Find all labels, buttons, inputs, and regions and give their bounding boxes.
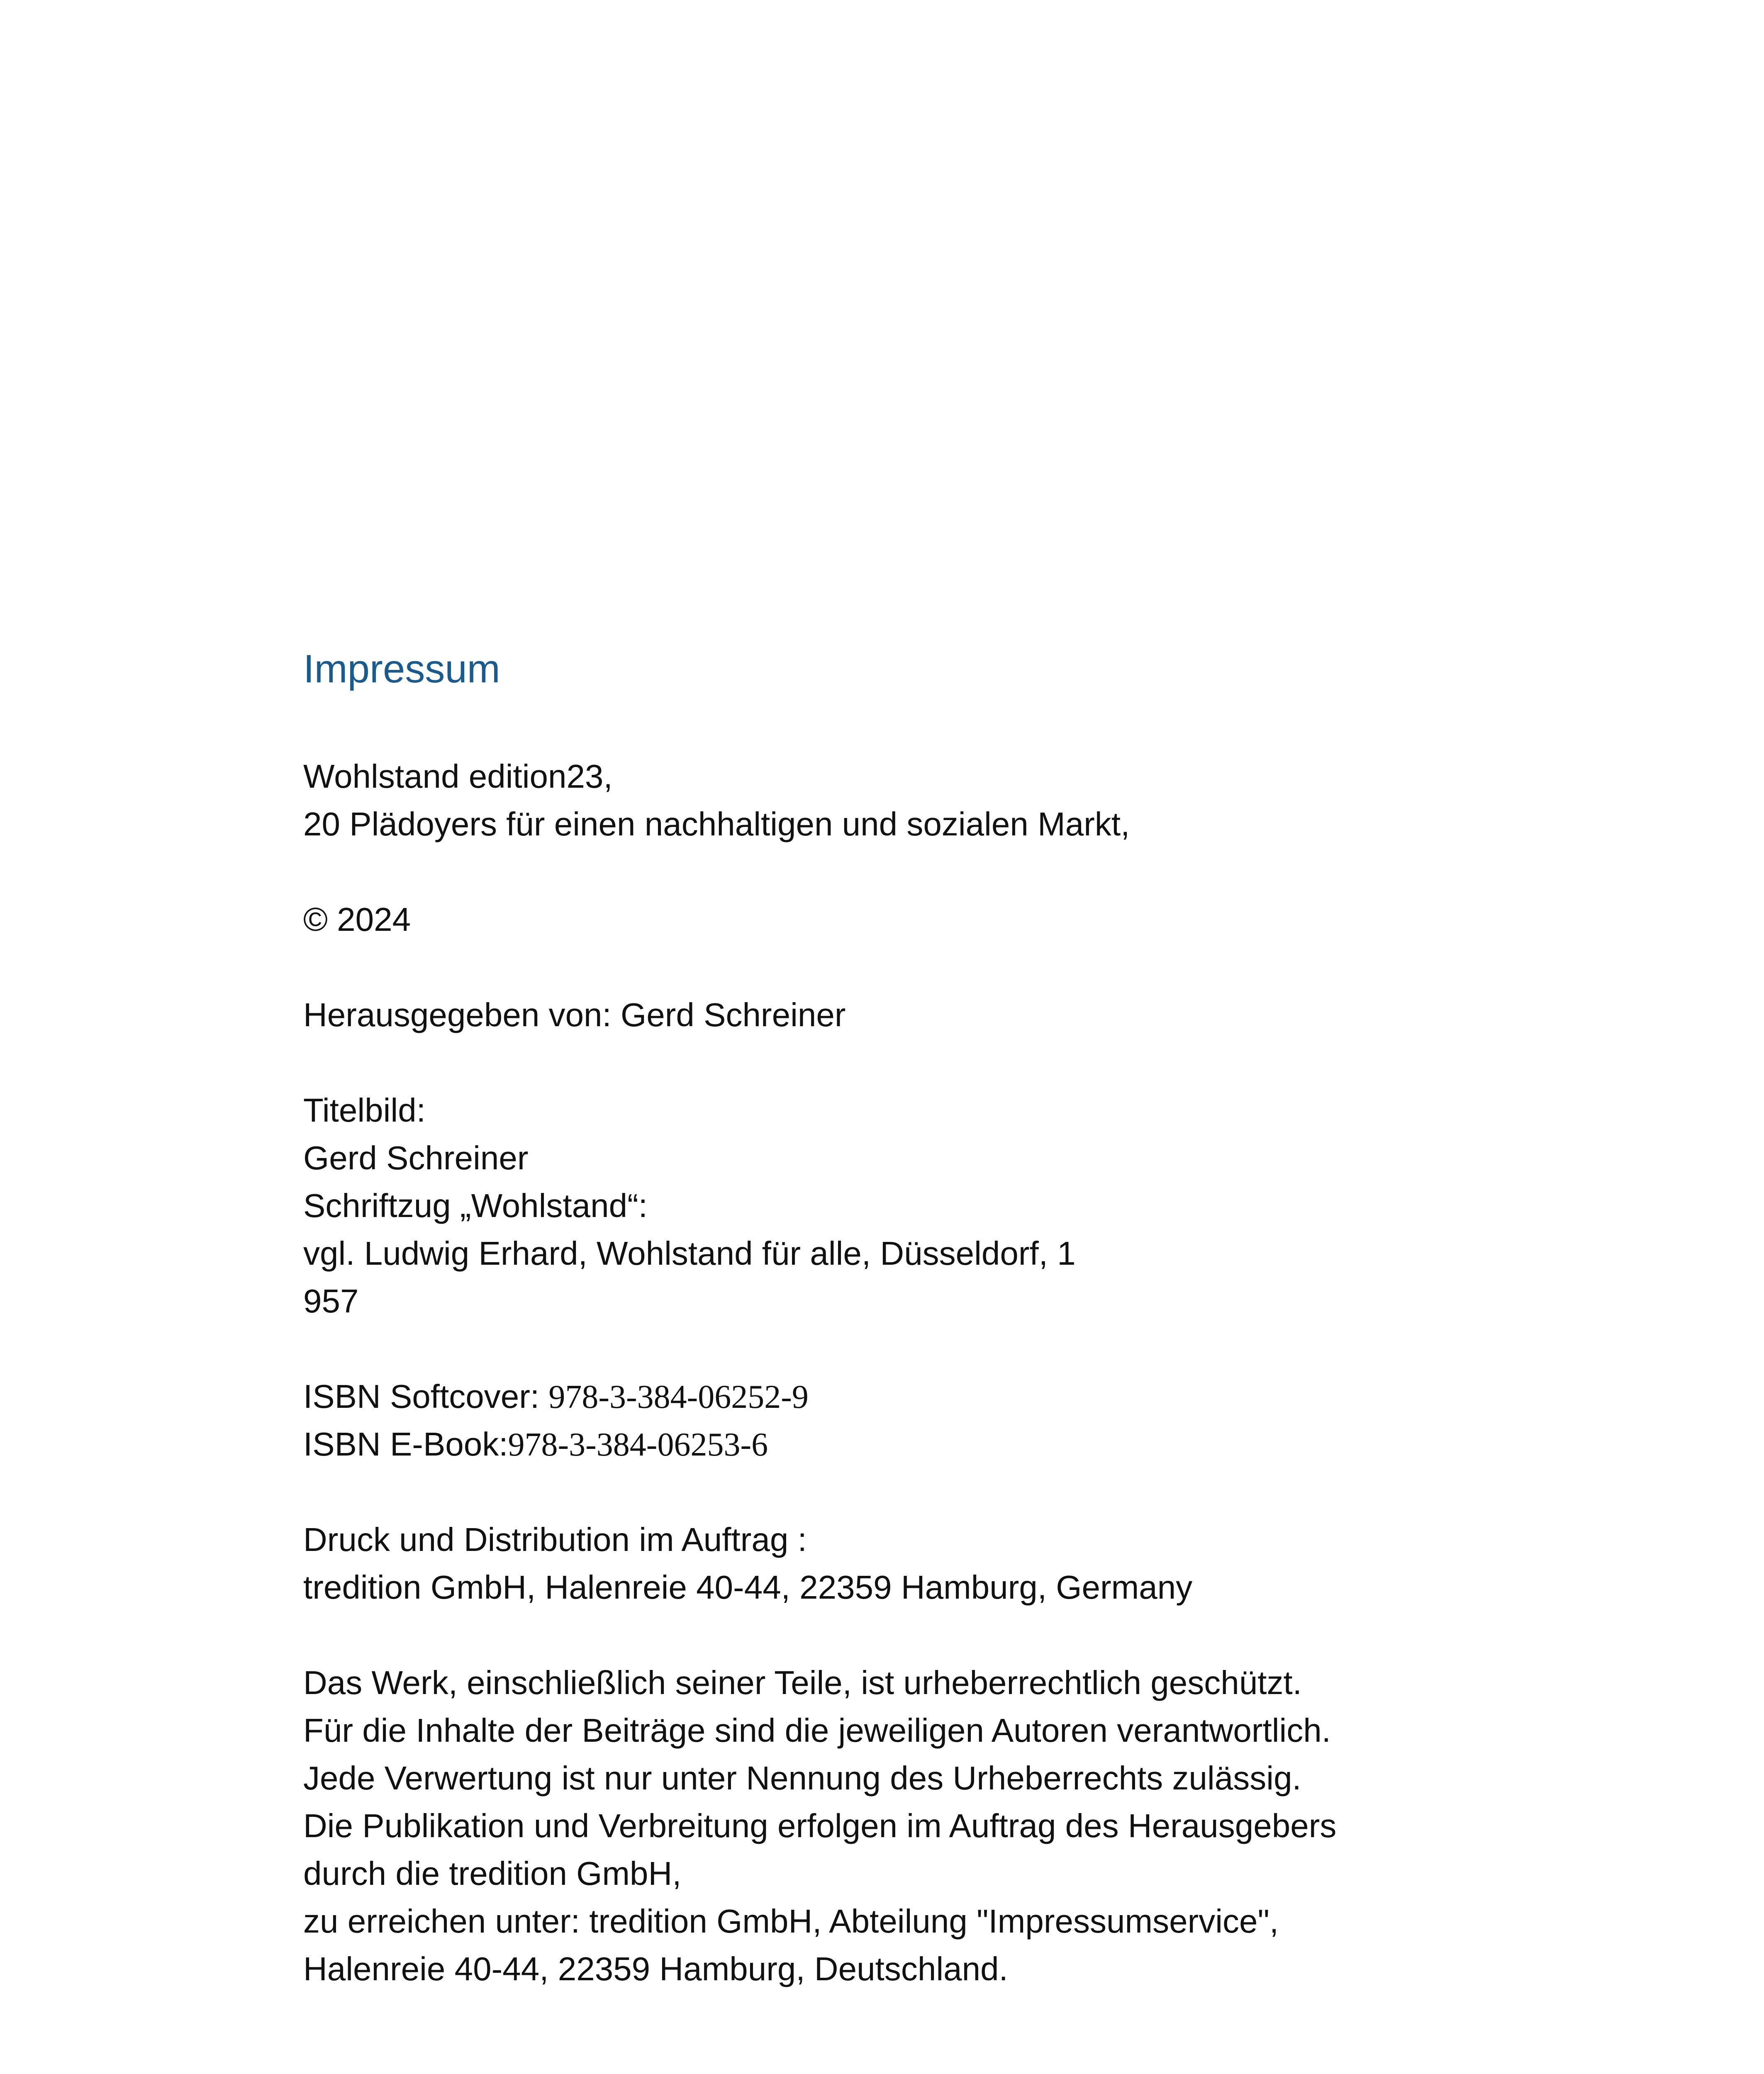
cover-image-artist: Gerd Schreiner — [303, 1139, 529, 1176]
cover-image-label: Titelbild: — [303, 1092, 426, 1129]
legal-line-3: Jede Verwertung ist nur unter Nennung des Urheberrechts zulässig. — [303, 1760, 1301, 1796]
legal-line-6: zu erreichen unter: tredition GmbH, Abteilung "Impressumservice", — [303, 1903, 1279, 1940]
isbn-softcover — [303, 1373, 809, 1421]
copyright-notice: © 2024 — [303, 901, 411, 938]
printing-line-2: tredition GmbH, Halenreie 40-44, 22359 Hamburg, Germany — [303, 1569, 1193, 1606]
book-title-line-2: 20 Plädoyers für einen nachhaltigen und sozialen Markt, — [303, 806, 1130, 842]
isbn-ebook — [303, 1420, 768, 1469]
lettering-reference-line-1: vgl. Ludwig Erhard, Wohlstand für alle, Düsseldorf, 1 — [303, 1235, 1076, 1272]
lettering-reference-line-2: 957 — [303, 1283, 359, 1319]
legal-line-4: Die Publikation und Verbreitung erfolgen im Auftrag des Herausgebers — [303, 1807, 1337, 1844]
isbn-ebook-label: ISBN E-Book: — [303, 1426, 508, 1463]
isbn-softcover-value: 978-3-384-06252-9 — [548, 1379, 809, 1415]
legal-line-7: Halenreie 40-44, 22359 Hamburg, Deutschland. — [303, 1950, 1008, 1987]
publisher-line: Herausgegeben von: Gerd Schreiner — [303, 996, 846, 1033]
isbn-ebook-value: 978-3-384-06253-6 — [508, 1426, 768, 1463]
legal-line-5: durch die tredition GmbH, — [303, 1855, 682, 1892]
page-title: Impressum — [303, 647, 500, 691]
book-title-line-1: Wohlstand edition23, — [303, 758, 613, 795]
isbn-softcover-label: ISBN Softcover: — [303, 1378, 549, 1415]
legal-line-2: Für die Inhalte der Beiträge sind die jeweiligen Autoren verantwortlich. — [303, 1712, 1331, 1749]
lettering-label: Schriftzug „Wohlstand“: — [303, 1187, 648, 1224]
printing-line-1: Druck und Distribution im Auftrag : — [303, 1521, 807, 1558]
legal-line-1: Das Werk, einschließlich seiner Teile, ist urheberrechtlich geschützt. — [303, 1664, 1302, 1701]
